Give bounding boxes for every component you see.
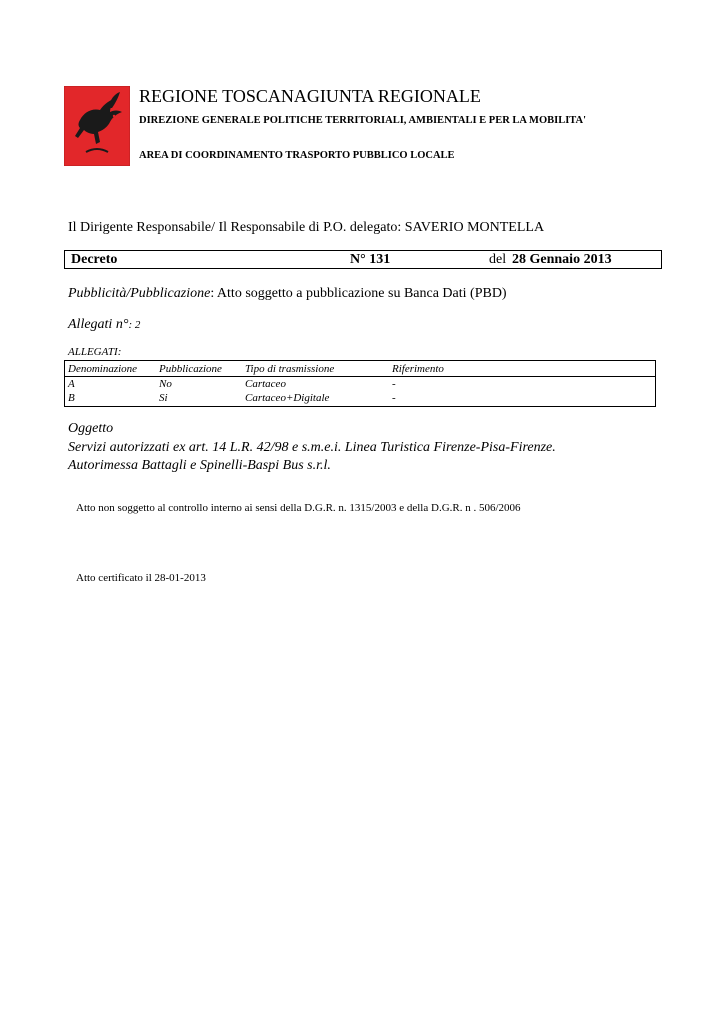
pubblicazione-line bbox=[68, 286, 507, 302]
table-cell: - bbox=[392, 392, 396, 404]
column-header: Denominazione bbox=[68, 363, 138, 375]
pubblicazione-value: : Atto soggetto a pubblicazione su Banca Dati (PBD) bbox=[210, 286, 507, 301]
pubblicazione-label: Pubblicità/Pubblicazione bbox=[68, 286, 211, 301]
area-heading: AREA DI COORDINAMENTO TRASPORTO PUBBLICO LOCALE bbox=[139, 150, 455, 161]
table-cell: A bbox=[68, 378, 75, 390]
dirigente-line: Il Dirigente Responsabile/ Il Responsabile di P.O. delegato: SAVERIO MONTELLA bbox=[68, 220, 545, 235]
table-row bbox=[65, 377, 655, 391]
table-cell: Cartaceo+Digitale bbox=[245, 392, 330, 404]
table-row bbox=[65, 391, 655, 405]
allegati-table bbox=[64, 360, 656, 407]
table-cell: Cartaceo bbox=[245, 378, 286, 390]
table-cell: - bbox=[392, 378, 396, 390]
table-cell: Si bbox=[159, 392, 168, 404]
regione-toscana-logo-icon bbox=[64, 86, 130, 166]
oggetto-label: Oggetto bbox=[68, 421, 114, 436]
table-cell: B bbox=[68, 392, 75, 404]
table-cell: No bbox=[159, 378, 172, 390]
column-header: Riferimento bbox=[392, 363, 444, 375]
controllo-note: Atto non soggetto al controllo interno ai sensi della D.G.R. n. 1315/2003 e della D.G.R. n . 506/2006 bbox=[76, 502, 521, 514]
allegati-count bbox=[68, 317, 140, 333]
table-header-row bbox=[65, 362, 655, 377]
decreto-box bbox=[64, 250, 662, 269]
decreto-del: del bbox=[489, 252, 507, 267]
direzione-heading: DIREZIONE GENERALE POLITICHE TERRITORIALI, AMBIENTALI E PER LA MOBILITA' bbox=[139, 115, 587, 126]
decreto-data: 28 Gennaio 2013 bbox=[512, 252, 612, 267]
page-title: REGIONE TOSCANAGIUNTA REGIONALE bbox=[139, 86, 481, 106]
oggetto-text: Servizi autorizzati ex art. 14 L.R. 42/98 e s.m.e.i. Linea Turistica Firenze-Pisa-Firenze. Autorimessa Battagli e Spinelli-Baspi Bus s.r.l. bbox=[68, 440, 556, 473]
decreto-numero: N° 131 bbox=[350, 252, 391, 267]
decreto-label: Decreto bbox=[71, 252, 118, 267]
allegati-label: Allegati n° bbox=[68, 317, 129, 332]
allegati-value: : 2 bbox=[128, 319, 141, 331]
column-header: Pubblicazione bbox=[159, 363, 222, 375]
allegati-heading: ALLEGATI: bbox=[68, 346, 122, 358]
column-header: Tipo di trasmissione bbox=[245, 363, 335, 375]
certificato-note: Atto certificato il 28-01-2013 bbox=[76, 572, 206, 584]
